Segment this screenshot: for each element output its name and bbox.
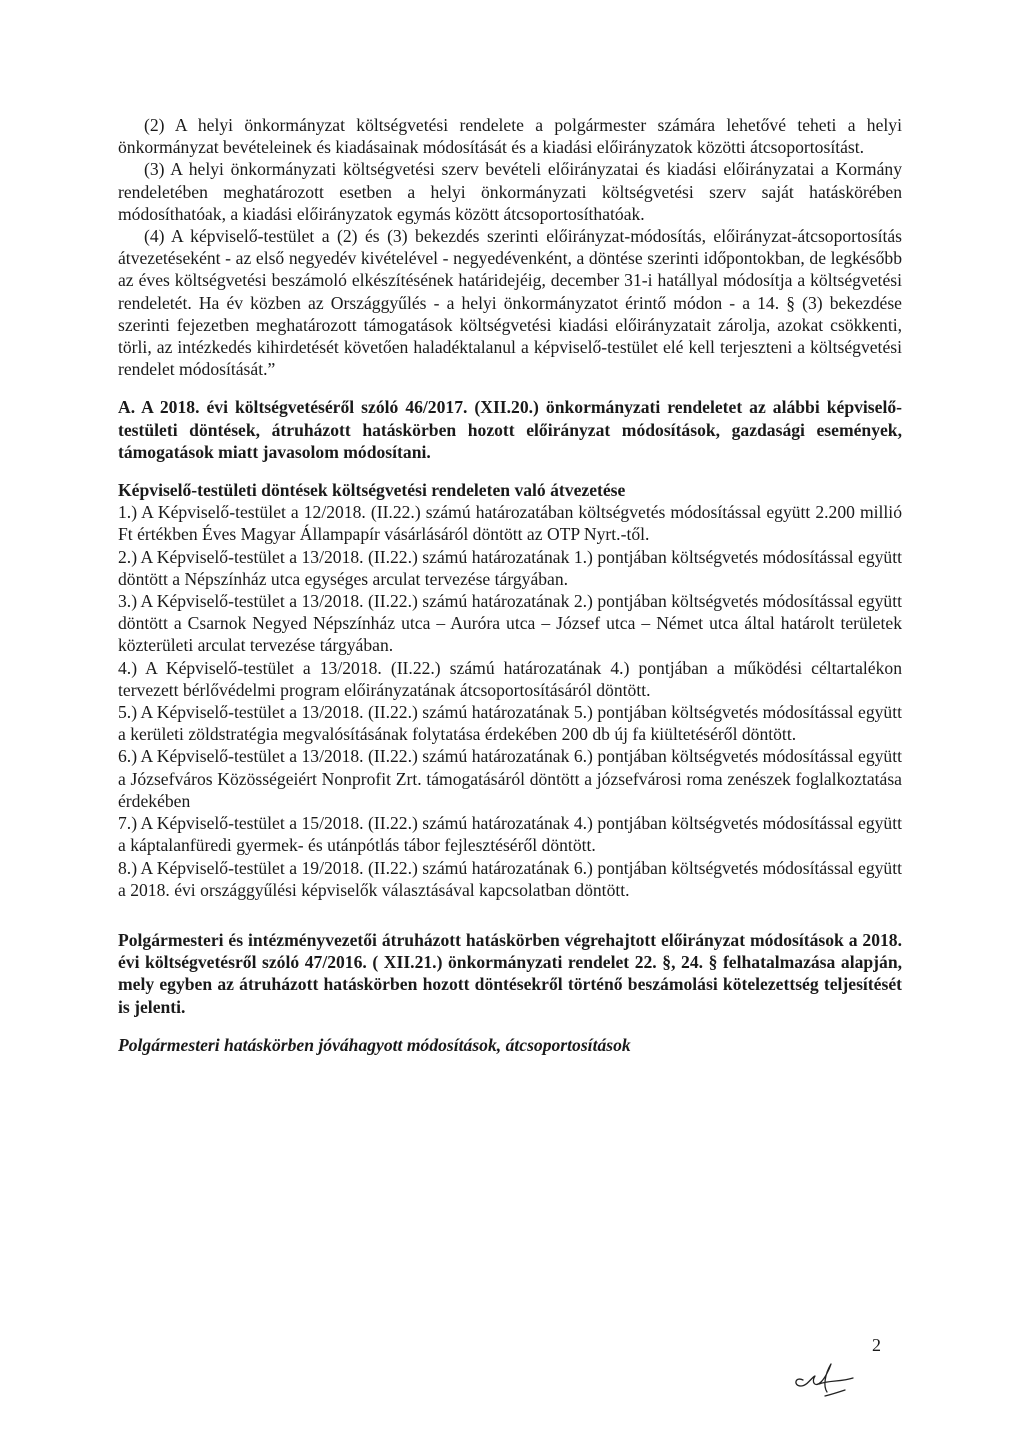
- page-number: 2: [872, 1335, 881, 1355]
- list-item: 3.) A Képviselő-testület a 13/2018. (II.22.) számú határozatának 2.) pontjában költségvetés módosítással együtt döntött a Csarnok Negyed Népszínház utca – Auróra utca – József utca – Német utca által határolt területek közterületi arculat tervezése tárgyában.: [118, 591, 902, 656]
- section-c-heading: Polgármesteri és intézményvezetői átruházott hatáskörben végrehajtott előirányzat módosítások a 2018. évi költségvetésről szóló 47/2016. ( XII.21.) önkormányzati rendelet 22. §, 24. § felhatalmazása alapján, mely egyben az átruházott hatáskörben hozott döntésekről történő beszámolási kötelezettség teljesítését is jelenti.: [118, 929, 902, 1017]
- list-item: 4.) A Képviselő-testület a 13/2018. (II.22.) számú határozatának 4.) pontjában a működési céltartalékon tervezett bérlővédelmi program előirányzatának átcsoportosításáról döntött.: [118, 657, 902, 700]
- paragraph-3: (3) A helyi önkormányzati költségvetési szerv bevételi előirányzatai és kiadási előirányzatai a Kormány rendeletében meghatározott esetben a helyi önkormányzati költségvetési szerv saját hatáskörében módosíthatóak, a kiadási előirányzatok egymás között átcsoportosíthatóak.: [118, 159, 902, 224]
- decision-list: [118, 501, 902, 901]
- list-item: 6.) A Képviselő-testület a 13/2018. (II.22.) számú határozatának 6.) pontjában költségvetés módosítással együtt a Józsefváros Közösségeiért Nonprofit Zrt. támogatásáról döntött a józsefvárosi roma zenészek foglalkoztatása érdekében: [118, 746, 902, 811]
- list-item: 7.) A Képviselő-testület a 15/2018. (II.22.) számú határozatának 4.) pontjában költségvetés módosítással együtt a káptalanfüredi gyermek- és utánpótlás tábor fejlesztéséről döntött.: [118, 813, 902, 856]
- list-item: 2.) A Képviselő-testület a 13/2018. (II.22.) számú határozatának 1.) pontjában költségvetés módosítással együtt döntött a Népszínház utca egységes arculat tervezése tárgyában.: [118, 546, 902, 589]
- paragraph-2: (2) A helyi önkormányzat költségvetési rendelete a polgármester számára lehetővé teheti a helyi önkormányzat bevételeinek és kiadásainak módosítását és a kiadási előirányzatok közötti átcsoportosítást.: [118, 115, 902, 158]
- document-body: [118, 114, 902, 1056]
- list-item: 1.) A Képviselő-testület a 12/2018. (II.22.) számú határozatában költségvetés módosítással együtt 2.200 millió Ft értékben Éves Magyar Állampapír vásárlásáról döntött az OTP Nyrt.-től.: [118, 502, 902, 545]
- section-b-heading: Képviselő-testületi döntések költségvetési rendeleten való átvezetése: [118, 480, 626, 501]
- signature-icon: [785, 1352, 865, 1402]
- list-item: 8.) A Képviselő-testület a 19/2018. (II.22.) számú határozatának 6.) pontjában költségvetés módosítással együtt a 2018. évi országgyűlési képviselők választásával kapcsolatban döntött.: [118, 857, 902, 900]
- section-a-heading: A. A 2018. évi költségvetéséről szóló 46/2017. (XII.20.) önkormányzati rendeletet az alábbi képviselő-testületi döntések, átruházott hatáskörben hozott előirányzat módosítások, gazdasági események, támogatások miatt javasolom módosítani.: [118, 397, 902, 462]
- section-d-heading: Polgármesteri hatáskörben jóváhagyott módosítások, átcsoportosítások: [118, 1034, 631, 1055]
- list-item: 5.) A Képviselő-testület a 13/2018. (II.22.) számú határozatának 5.) pontjában költségvetés módosítással együtt a kerületi zöldstratégia megvalósításának folytatása érdekében 200 db új fa kiültetéséről döntött.: [118, 702, 902, 745]
- paragraph-4: (4) A képviselő-testület a (2) és (3) bekezdés szerinti előirányzat-módosítás, előirányzat-átcsoportosítás átvezetéseként - az első negyedév kivételével - negyedévenként, a döntése szerinti időpontokban, de legkésőbb az éves költségvetési beszámoló elkészítésének határidejéig, december 31-i hatállyal módosítja a költségvetési rendeletét. Ha év közben az Országgyűlés - a helyi önkormányzatot érintő módon - a 14. § (3) bekezdése szerinti fejezetben meghatározott támogatások költségvetési kiadási előirányzatait zárolja, azokat csökkenti, törli, az intézkedés kihirdetését követően haladéktalanul a képviselő-testület elé kell terjeszteni a költségvetési rendelet módosítását.”: [118, 226, 902, 380]
